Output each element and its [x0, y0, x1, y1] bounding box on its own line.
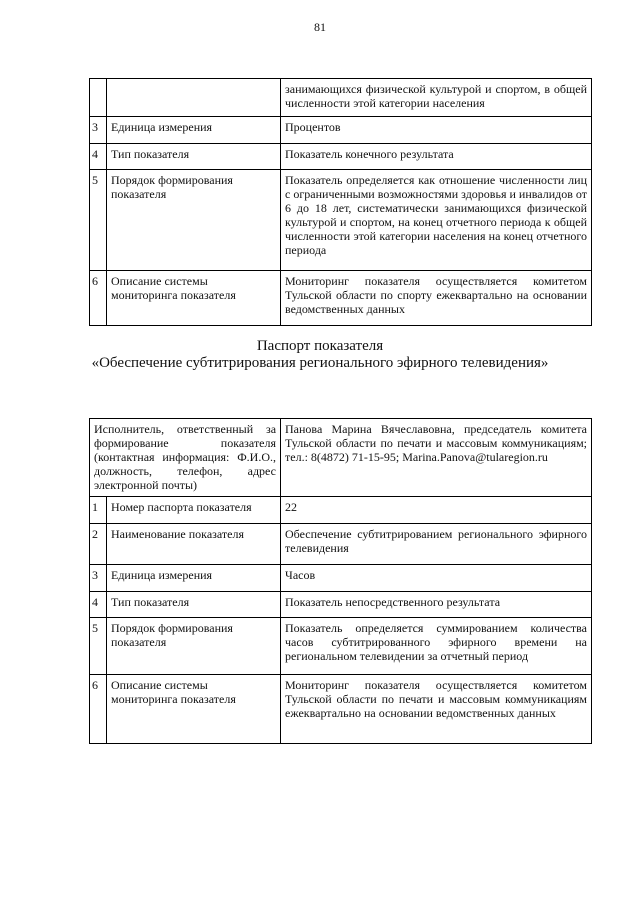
row-number	[90, 79, 107, 117]
table-row	[90, 419, 592, 497]
row-value: Показатель конечного результата	[281, 144, 592, 170]
table-row	[90, 565, 592, 592]
passport-subtitle: «Обеспечение субтитрирования регионального эфирного телевидения»	[91, 355, 549, 371]
row-label: Порядок формирования показателя	[107, 170, 281, 271]
executor-value: Панова Марина Вячеславовна, председатель комитета Тульской области по печати и массовым коммуникациям; тел.: 8(4872) 71-15-95; Marina.Panova@tularegion.ru	[281, 419, 592, 497]
table-row	[90, 117, 592, 144]
row-label: Тип показателя	[107, 592, 281, 618]
row-value: занимающихся физической культурой и спортом, в общей численности этой категории населения	[281, 79, 592, 117]
table-row	[90, 592, 592, 618]
row-number: 2	[90, 524, 107, 565]
row-label: Номер паспорта показателя	[107, 497, 281, 524]
table-row	[90, 618, 592, 675]
row-value: Мониторинг показателя осуществляется комитетом Тульской области по спорту ежеквартально на основании ведомственных данных	[281, 271, 592, 326]
row-number: 3	[90, 117, 107, 144]
page-number: 81	[314, 20, 326, 34]
row-value: Показатель непосредственного результата	[281, 592, 592, 618]
table-row	[90, 271, 592, 326]
table-row	[90, 497, 592, 524]
table-row	[90, 524, 592, 565]
row-value: Показатель определяется суммированием количества часов субтитрированного эфирного времени на региональном телевидении за отчетный период	[281, 618, 592, 675]
indicator-table-continued	[89, 78, 592, 326]
row-label: Порядок формирования показателя	[107, 618, 281, 675]
table-row	[90, 675, 592, 744]
row-value: Обеспечение субтитрированием регионального эфирного телевидения	[281, 524, 592, 565]
passport-heading	[0, 338, 640, 372]
row-label: Наименование показателя	[107, 524, 281, 565]
row-number: 3	[90, 565, 107, 592]
row-number: 6	[90, 271, 107, 326]
passport-title: Паспорт показателя	[256, 338, 384, 354]
indicator-passport-table	[89, 418, 592, 744]
row-number: 4	[90, 144, 107, 170]
executor-label: Исполнитель, ответственный за формирование показателя (контактная информация: Ф.И.О., должность, телефон, адрес электронной почты)	[90, 419, 281, 497]
table-row	[90, 170, 592, 271]
row-number: 1	[90, 497, 107, 524]
row-label	[107, 79, 281, 117]
row-label: Тип показателя	[107, 144, 281, 170]
row-label: Описание системы мониторинга показателя	[107, 675, 281, 744]
row-value: Показатель определяется как отношение численности лиц с ограниченными возможностями здоровья и инвалидов от 6 до 18 лет, систематически занимающихся физической культурой и спортом, на конец отчетного периода к общей численности этой категории населения на конец отчетного периода	[281, 170, 592, 271]
row-number: 6	[90, 675, 107, 744]
row-value: Мониторинг показателя осуществляется комитетом Тульской области по печати и массовым коммуникациям ежеквартально на основании ведомственных данных	[281, 675, 592, 744]
row-number: 5	[90, 170, 107, 271]
table-row	[90, 79, 592, 117]
table-row	[90, 144, 592, 170]
row-label: Описание системы мониторинга показателя	[107, 271, 281, 326]
row-value: Часов	[281, 565, 592, 592]
row-value: 22	[281, 497, 592, 524]
row-label: Единица измерения	[107, 565, 281, 592]
row-label: Единица измерения	[107, 117, 281, 144]
row-number: 5	[90, 618, 107, 675]
row-value: Процентов	[281, 117, 592, 144]
row-number: 4	[90, 592, 107, 618]
